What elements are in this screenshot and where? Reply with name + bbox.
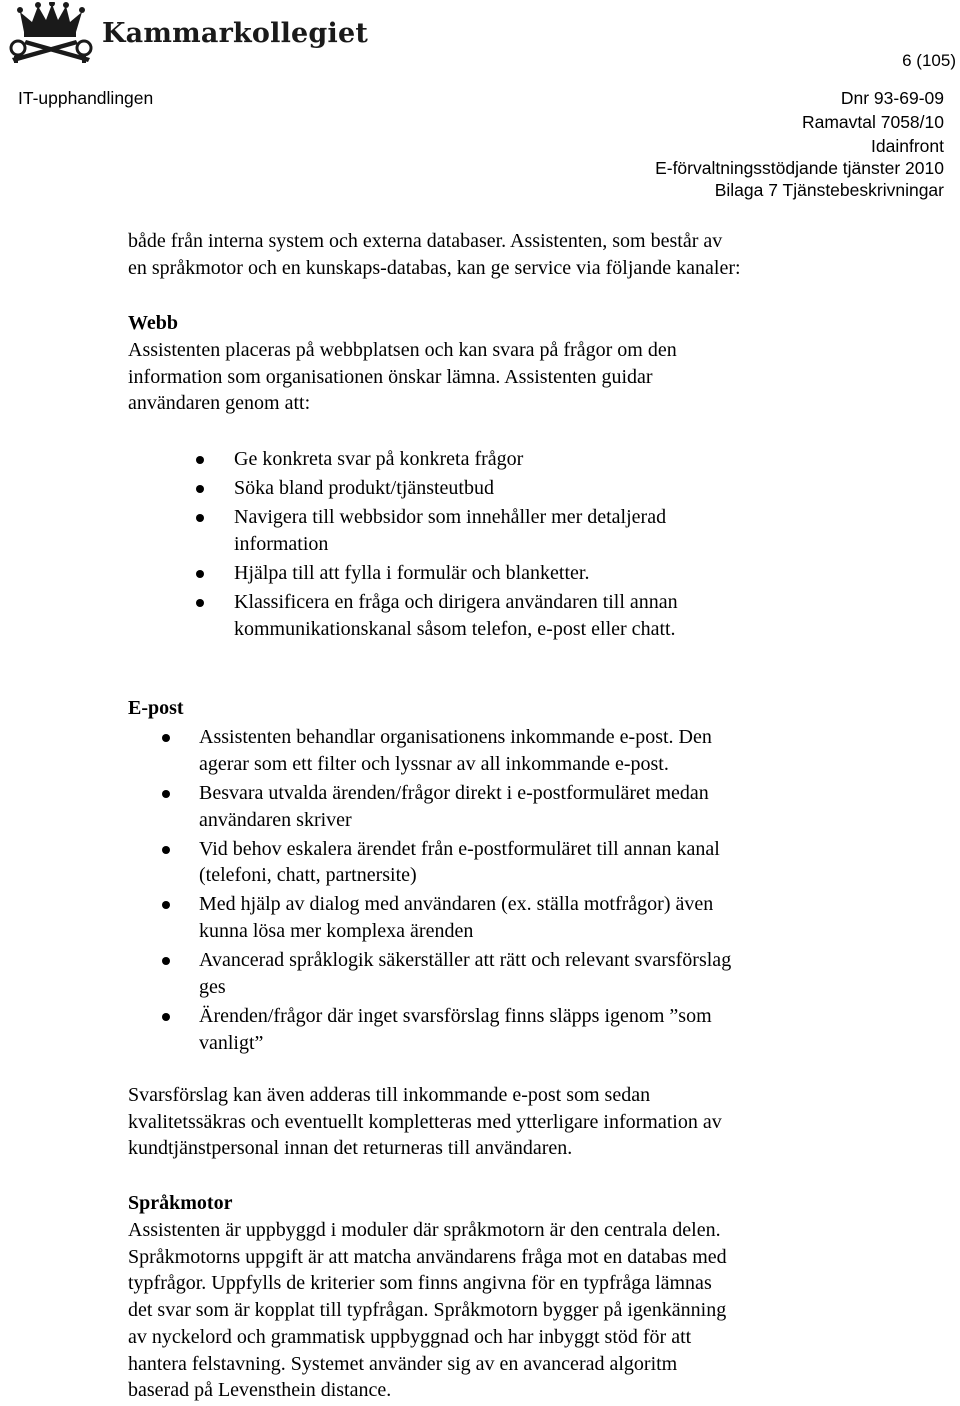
text-line: ges xyxy=(199,975,226,998)
list-item xyxy=(199,891,839,944)
text-line: typfrågor. Uppfylls de kriterier som finns angivna för en typfråga lämnas xyxy=(128,1272,712,1295)
text-line: Ge konkreta svar på konkreta frågor xyxy=(234,448,524,470)
bullet-icon xyxy=(196,456,204,464)
text-line: en språkmotor och en kunskaps-databas, kan ge service via följande kanaler: xyxy=(128,256,741,279)
header-area: E-förvaltningsstödjande tjänster 2010 xyxy=(655,158,944,178)
list-item xyxy=(199,947,839,1000)
text-line: Assistenten placeras på webbplatsen och kan svara på frågor om den xyxy=(128,339,677,361)
text-line: baserad på Levensthein distance. xyxy=(128,1379,392,1402)
bullet-icon xyxy=(196,485,204,493)
text-line: Avancerad språklogik säkerställer att rätt och relevant svarsförslag xyxy=(199,949,732,972)
list-item xyxy=(234,589,834,642)
text-line: det svar som är kopplat till typfrågan. Språkmotorn bygger på igenkänning xyxy=(128,1299,727,1322)
list-item xyxy=(199,780,839,833)
text-line: Svarsförslag kan även adderas till inkommande e-post som sedan xyxy=(128,1084,651,1106)
text-line: Språkmotorns uppgift är att matcha användarens fråga mot en databas med xyxy=(128,1245,727,1268)
text-line: information xyxy=(234,532,329,555)
org-name: Kammarkollegiet xyxy=(102,18,369,49)
text-line: användaren genom att: xyxy=(128,392,311,415)
header-ramavtal: Ramavtal 7058/10 xyxy=(801,112,944,132)
text-line: Vid behov eskalera ärendet från e-postformuläret till annan kanal xyxy=(199,837,720,860)
header-appendix: Bilaga 7 Tjänstebeskrivningar xyxy=(714,180,944,200)
text-line: Assistenten är uppbyggd i moduler där språkmotorn är den centrala delen. xyxy=(128,1219,721,1241)
text-line: Ärenden/frågor där inget svarsförslag finns släpps igenom ”som xyxy=(199,1004,712,1027)
epost-followup-paragraph xyxy=(128,1082,848,1162)
text-line: kundtjänstpersonal innan det returneras till användaren. xyxy=(128,1137,573,1160)
list-item xyxy=(199,1003,839,1056)
bullet-icon xyxy=(196,514,204,522)
bullet-icon xyxy=(196,599,204,607)
text-line: Hjälpa till att fylla i formulär och blanketter. xyxy=(234,561,590,584)
text-line: Besvara utvalda ärenden/frågor direkt i e-postformuläret medan xyxy=(199,781,709,804)
text-line: kvalitetssäkras och eventuellt kompletteras med ytterligare information av xyxy=(128,1110,722,1133)
text-line: hantera felstavning. Systemet använder sig av en avancerad algoritm xyxy=(128,1352,678,1375)
section-heading-sprakmotor: Språkmotor xyxy=(128,1192,233,1214)
section-heading-epost: E-post xyxy=(128,697,184,719)
text-line: Klassificera en fråga och dirigera användaren till annan xyxy=(234,591,678,614)
list-item xyxy=(199,724,839,777)
intro-paragraph xyxy=(128,228,848,281)
list-item xyxy=(199,836,839,889)
bullet-icon xyxy=(162,790,170,798)
text-line: information som organisationen önskar lämna. Assistenten guidar xyxy=(128,365,653,388)
text-line: av nyckelord och grammatisk uppbyggnad och har inbyggt stöd för att xyxy=(128,1325,692,1348)
text-line: kommunikationskanal såsom telefon, e-post eller chatt. xyxy=(234,617,676,640)
header-left: IT-upphandlingen xyxy=(18,88,154,108)
text-line: både från interna system och externa databaser. Assistenten, som består av xyxy=(128,230,723,252)
text-line: Med hjälp av dialog med användaren (ex. ställa motfrågor) även xyxy=(199,893,714,916)
webb-paragraph xyxy=(128,337,848,417)
text-line: agerar som ett filter och lyssnar av all inkommande e-post. xyxy=(199,752,669,775)
header-dnr: Dnr 93-69-09 xyxy=(840,88,944,108)
text-line: Navigera till webbsidor som innehåller mer detaljerad xyxy=(234,506,667,529)
bullet-icon xyxy=(162,846,170,854)
text-line: Söka bland produkt/tjänsteutbud xyxy=(234,477,494,500)
header-supplier: Idainfront xyxy=(871,136,944,156)
section-heading-webb: Webb xyxy=(128,312,179,334)
epost-bullet-list xyxy=(199,724,839,1059)
text-line: användaren skriver xyxy=(199,808,352,831)
kammarkollegiet-logo xyxy=(4,2,369,64)
crown-keys-icon xyxy=(4,2,96,64)
sprakmotor-paragraph xyxy=(128,1217,848,1404)
list-item xyxy=(234,504,834,557)
webb-bullet-list xyxy=(234,446,834,645)
text-line: Assistenten behandlar organisationens inkommande e-post. Den xyxy=(199,726,712,748)
bullet-icon xyxy=(162,1013,170,1021)
text-line: vanligt” xyxy=(199,1031,264,1054)
text-line: (telefoni, chatt, partnersite) xyxy=(199,864,417,887)
text-line: kunna lösa mer komplexa ärenden xyxy=(199,920,474,943)
page-number: 6 (105) xyxy=(902,51,956,70)
list-item xyxy=(234,446,834,473)
list-item xyxy=(234,475,834,502)
bullet-icon xyxy=(196,570,204,578)
bullet-icon xyxy=(162,734,170,742)
list-item xyxy=(234,560,834,587)
bullet-icon xyxy=(162,901,170,909)
bullet-icon xyxy=(162,957,170,965)
